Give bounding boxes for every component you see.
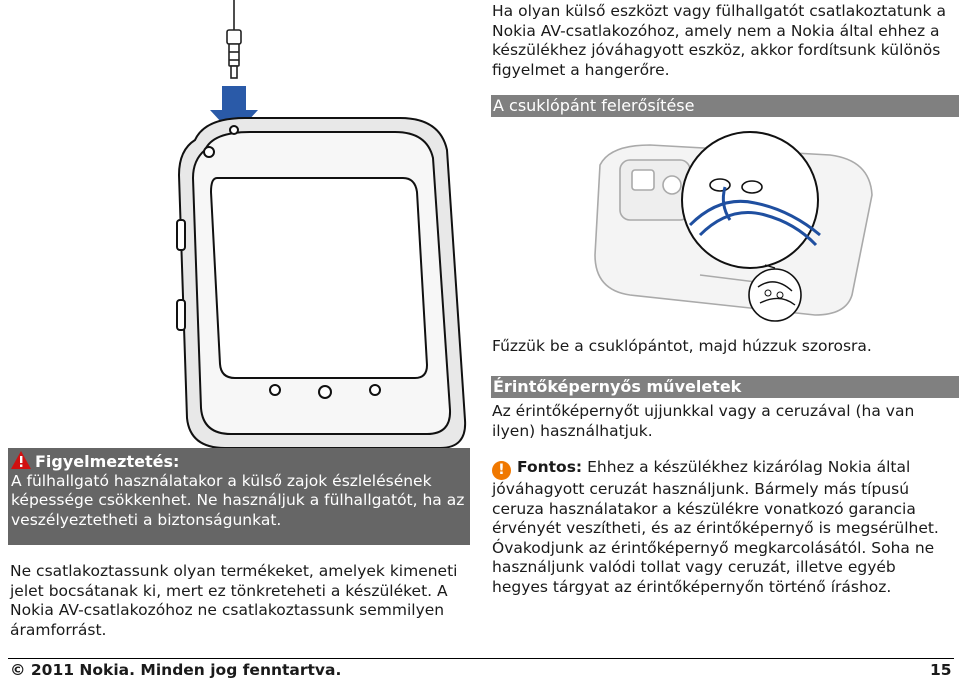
- page-number: 15: [930, 661, 952, 679]
- zoom-detail-icon: [682, 132, 820, 268]
- footer-copyright: © 2011 Nokia. Minden jog fenntartva.: [10, 661, 342, 679]
- warning-text: A fülhallgató használatakor a külső zajok észlelésének képessége csökkenhet. Ne használjuk a fülhallgatót, ha az veszélyeztetheti a biztonságunkat.: [11, 471, 465, 529]
- no-connect-paragraph: Ne csatlakoztassunk olyan termékeket, amelyek kimeneti jelet bocsátanak ki, mert ez tönkreteheti a készüléket. A Nokia AV-csatlakozóhoz ne csatlakoztassunk semmilyen áramforrást.: [10, 562, 458, 639]
- wrist-strap-illustration: [580, 125, 960, 335]
- corner-detail-icon: [749, 269, 801, 321]
- note-text: Ehhez a készülékhez kizárólag Nokia által jóváhagyott ceruzát használjunk. Bármely más típusú ceruza használatakor a készülékre vonatkozó garancia érvényét veszítheti, és az érintőképernyő is megsérülhet. Óvakodjunk az érintőképernyő megkarcolásától. Soha ne használjunk valódi tollat vagy ceruzát, illetve egyéb hegyes tárgyat az érintőképernyőn történő íráshoz.: [492, 458, 939, 596]
- av-plug-icon: [227, 0, 241, 78]
- section-header-touch-screen: Érintőképernyős műveletek: [491, 376, 959, 398]
- warning-triangle-icon: [11, 451, 31, 469]
- phone-headset-illustration: [165, 0, 495, 450]
- warning-heading: [11, 451, 466, 472]
- touch-screen-paragraph: Az érintőképernyőt ujjunkkal vagy a ceruzával (ha van ilyen) használhatjuk.: [492, 402, 915, 440]
- footer-rule: [8, 658, 954, 659]
- important-icon: !: [492, 461, 511, 480]
- phone-body-icon: [177, 118, 465, 448]
- section-header-wrist-strap: A csuklópánt felerősítése: [491, 95, 959, 117]
- warning-title: Figyelmeztetés:: [35, 452, 180, 471]
- important-note: [492, 458, 952, 597]
- note-label: Fontos:: [517, 458, 583, 476]
- warning-box: [8, 448, 470, 545]
- strap-caption: Fűzzük be a csuklópántot, majd húzzuk szorosra.: [492, 337, 872, 355]
- intro-paragraph: Ha olyan külső eszközt vagy fülhallgatót csatlakoztatunk a Nokia AV-csatlakozóhoz, amely nem a Nokia által ehhez a készülékhez jóváhagyott eszköz, akkor fordítsunk különös figyelmet a hangerőre.: [492, 2, 946, 79]
